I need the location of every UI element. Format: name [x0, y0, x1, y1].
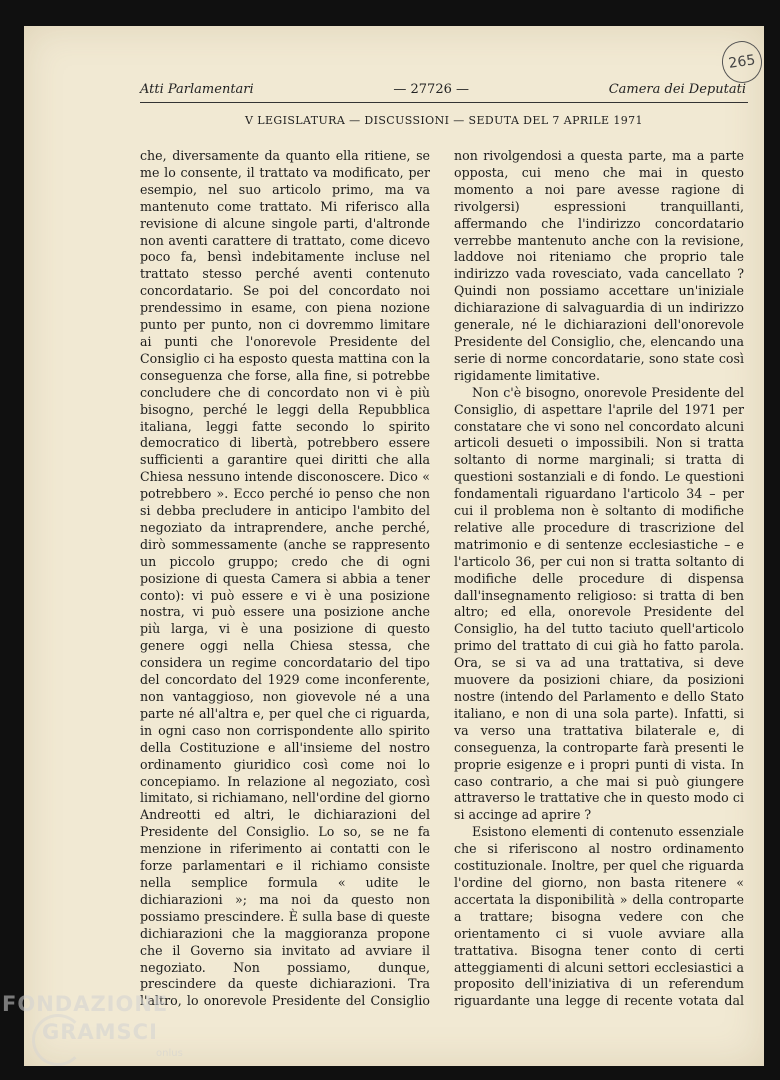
header-right: Camera dei Deputati [608, 82, 746, 97]
left-paragraph: che, diversamente da quanto ella ritiene, se me lo consente, il trattato va modificato, per esempio, nel suo articolo primo, ma va mantenuto come trattato. Mi riferisco alla revisione di alcune singole parti, d'altronde non aventi carattere di trattato, come dicevo poco fa, bensì indebitamente incluse nel trattato stesso perché aventi contenuto concordatario. Se poi del concordato noi prendessimo in esame, con piena nozione punto per punto, non ci dovremmo limitare ai punti che l'onorevole Presidente del Consiglio ci ha esposto questa mattina con la conseguenza che forse, alla fine, si potrebbe concludere che di concordato non vi è più bisogno, perché le leggi della Repubblica italiana, leggi fatte secondo lo spirito democratico di libertà, potrebbero essere sufficienti a garantire quei diritti che alla Chiesa nessuno intende disconoscere. Dico « potrebbero ». Ecco perché io penso che non si debba precludere in anticipo l'ambito del negoziato da intraprendere, anche perché, dirò sommessamente (anche se rappresento un piccolo gruppo; credo che di ogni posizione di questa Camera si abbia a tener conto): vi può essere e vi è una posizione nostra, vi può essere una posizione anche più larga, vi è una posizione di questo genere oggi nella Chiesa stessa, che considera un regime concordatario del tipo del concordato del 1929 come inconferente, non vantaggioso, non giovevole né a una parte né all'altra e, per quel che ci riguarda, in ogni caso non corrispondente allo spirito della Costituzione e all'insieme del nostro ordinamento giuridico così come noi lo concepiamo. In relazione al negoziato, così limitato, si richiamano, nell'ordine del giorno Andreotti ed altri, le dichiarazioni del Presidente del Consiglio. Lo so, se ne fa menzione in riferimento ai contatti con le forze parlamentari e il richiamo consiste nella semplice formula « udite le dichiarazioni »; ma noi da questo non possiamo prescindere. È sulla base di queste dichiarazioni che la maggioranza propone che il Governo sia invitato ad avviare il negoziato. Non possiamo, dunque, prescindere da queste dichiarazioni. Tra l'altro, lo onorevole Presidente del Consiglio [140, 148, 430, 1008]
page-header [140, 82, 746, 97]
watermark-line1: FONDAZIONE [2, 992, 169, 1016]
document-page [24, 26, 764, 1066]
fondazione-gramsci-watermark [2, 992, 192, 1072]
header-rule [140, 102, 748, 103]
left-column [140, 148, 430, 1008]
page-number-stamp: 265 [719, 38, 764, 85]
watermark-line3: onlus [156, 1048, 183, 1059]
watermark-line2: GRAMSCI [42, 1020, 158, 1044]
right-paragraph: Esistono elementi di contenuto essenziale che si riferiscono al nostro ordinamento costituzionale. Inoltre, per quel che riguarda l'ordine del giorno, non basta ritenere « accertata la disponibilità » della controparte a trattare; bisogna vedere con che orientamento ci si vuole avviare alla trattativa. Bisogna tener conto di certi atteggiamenti di alcuni settori ecclesiastici a proposito dell'iniziativa di un referendum riguardante una legge di recente votata dal [454, 824, 744, 1008]
right-paragraph: non rivolgendosi a questa parte, ma a parte opposta, cui meno che mai in questo momento a noi pare avesse ragione di rivolgersi) espressioni tranquillanti, affermando che l'indirizzo concordatario verrebbe mantenuto anche con la revisione, laddove noi riteniamo che proprio tale indirizzo vada rovesciato, vada cancellato ? Quindi non possiamo accettare un'iniziale dichiarazione di salvaguardia di un indirizzo generale, né le dichiarazioni dell'onorevole Presidente del Consiglio, che, elencando una serie di norme concordatarie, sono state così rigidamente limitative. [454, 148, 744, 383]
session-subheader: V LEGISLATURA — DISCUSSIONI — SEDUTA DEL 7 APRILE 1971 [245, 114, 643, 127]
right-paragraph: Non c'è bisogno, onorevole Presidente del Consiglio, di aspettare l'aprile del 1971 per constatare che vi sono nel concordato alcuni articoli desueti o impossibili. Non si tratta soltanto di norme marginali; si tratta di questioni sostanziali e di fondo. Le questioni fondamentali riguardano l'articolo 34 – per cui il problema non è soltanto di modifiche relative alle procedure di trascrizione del matrimonio e di sentenze ecclesiastiche – e l'articolo 36, per cui non si tratta soltanto di modifiche delle procedure di dispensa dall'insegnamento religioso: si tratta di ben altro; ed ella, onorevole Presidente del Consiglio, ha del tutto taciuto quell'articolo primo del trattato di cui già ho fatto parola. Ora, se si va ad una trattativa, si deve muovere da posizioni chiare, da posizioni nostre (intendo del Parlamento e dello Stato italiano, e non di una sola parte). Infatti, si va verso una trattativa bilaterale e, di conseguenza, la controparte farà presenti le proprie esigenze e i propri punti di vista. In caso contrario, a che mai si può giungere attraverso le trattative che in questo modo ci si accinge ad aprire ? [454, 384, 744, 823]
right-column [454, 148, 744, 1008]
text-columns [140, 148, 744, 1008]
header-left: Atti Parlamentari [140, 82, 254, 97]
header-page-number: — 27726 — [393, 82, 469, 97]
